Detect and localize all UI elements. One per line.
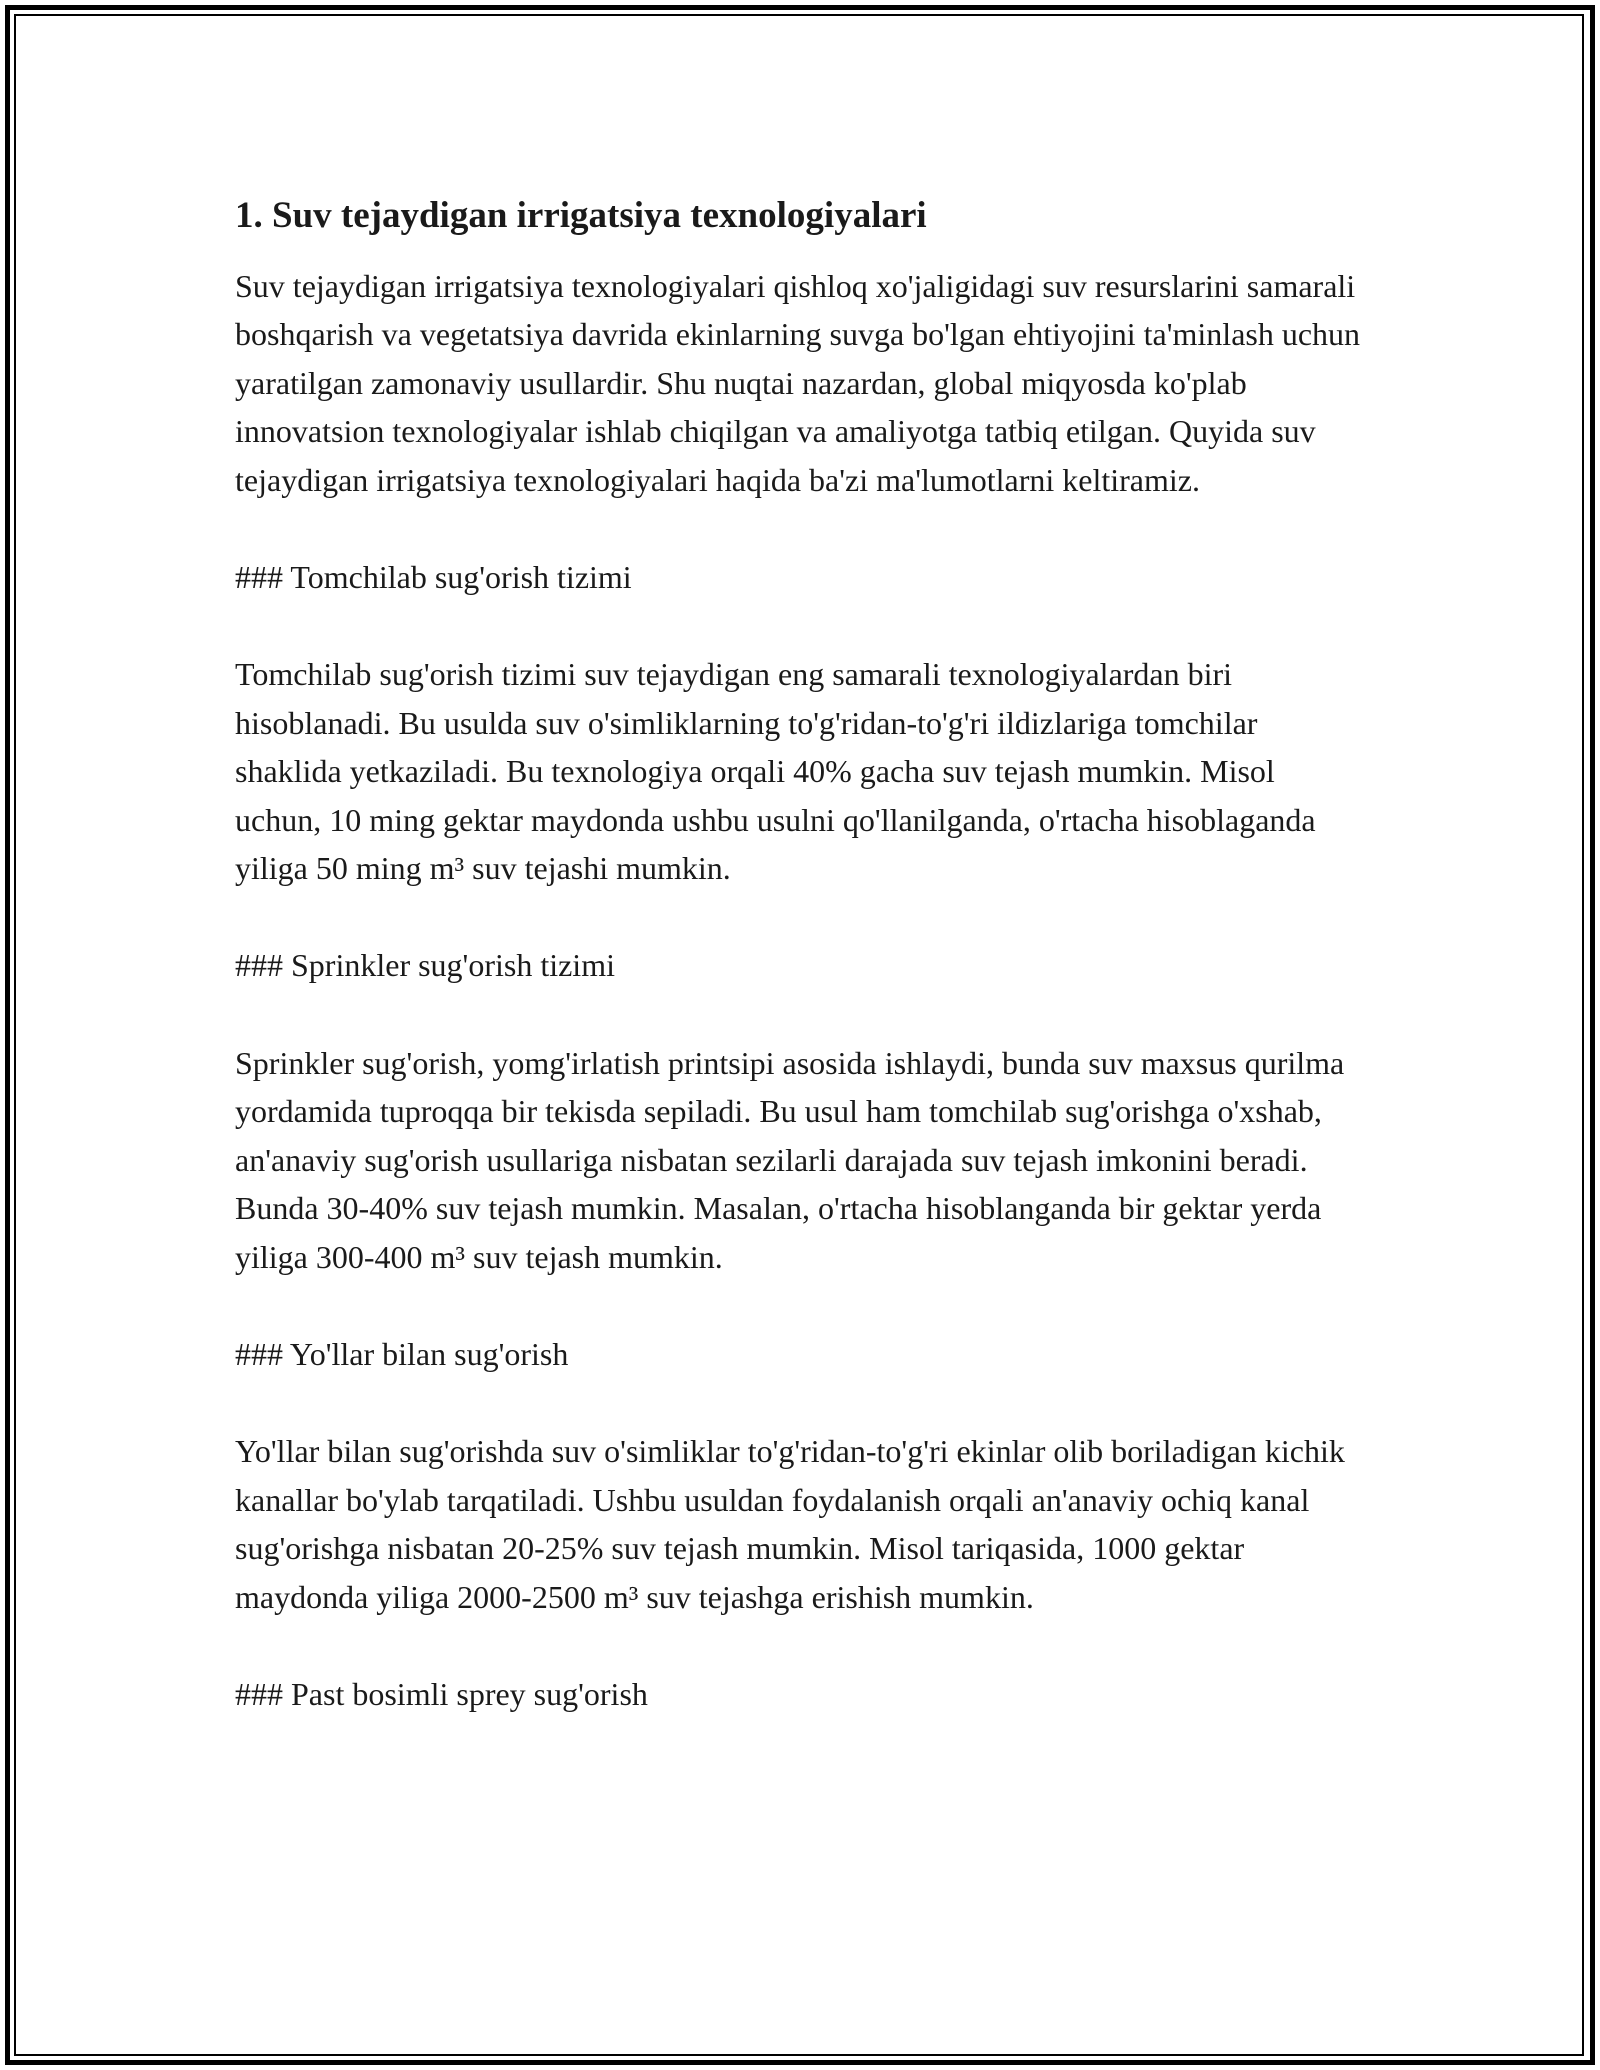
document-title: 1. Suv tejaydigan irrigatsiya texnologiyalari [235,195,927,236]
section-heading-drip: ### Tomchilab sug'orish tizimi [235,559,632,596]
section-text-sprinkler: Sprinkler sug'orish, yomg'irlatish printsipi asosida ishlaydi, bunda suv maxsus qurilma yordamida tuproqqa bir tekisda sepiladi. Bu usul ham tomchilab sug'orishga o'xshab, an'anaviy sug'orish usullariga nisbatan sezilarli darajada suv tejash imkonini beradi. Bunda 30-40% suv tejash mumkin. Masalan, o'rtacha hisoblanganda bir gektar yerda yiliga 300-400 m³ suv tejash mumkin. [235,1044,1345,1275]
section-heading-sprinkler: ### Sprinkler sug'orish tizimi [235,947,615,984]
document-body [235,180,1365,1767]
section-text-drip: Tomchilab sug'orish tizimi suv tejaydigan eng samarali texnologiyalardan biri hisoblanadi. Bu usulda suv o'simliklarning to'g'ridan-to'g'ri ildizlariga tomchilar shaklida yetkaziladi. Bu texnologiya orqali 40% gacha suv tejash mumkin. Misol uchun, 10 ming gektar maydonda ushbu usulni qo'llanilganda, o'rtacha hisoblaganda yiliga 50 ming m³ suv tejashi mumkin. [235,656,1316,887]
section-text-furrow: Yo'llar bilan sug'orishda suv o'simliklar to'g'ridan-to'g'ri ekinlar olib boriladigan kichik kanallar bo'ylab tarqatiladi. Ushbu usuldan foydalanish orqali an'anaviy ochiq kanal sug'orishga nisbatan 20-25% suv tejash mumkin. Misol tariqasida, 1000 gektar maydonda yiliga 2000-2500 m³ suv tejashga erishish mumkin. [235,1433,1345,1615]
section-heading-low-pressure-spray: ### Past bosimli sprey sug'orish [235,1675,648,1712]
section-heading-furrow: ### Yo'llar bilan sug'orish [235,1335,569,1372]
intro-paragraph: Suv tejaydigan irrigatsiya texnologiyalari qishloq xo'jaligidagi suv resurslarini samarali boshqarish va vegetatsiya davrida ekinlarning suvga bo'lgan ehtiyojini ta'minlash uchun yaratilgan zamonaviy usullardir. Shu nuqtai nazardan, global miqyosda ko'plab innovatsion texnologiyalar ishlab chiqilgan va amaliyotga tatbiq etilgan. Quyida suv tejaydigan irrigatsiya texnologiyalari haqida ba'zi ma'lumotlarni keltiramiz. [235,268,1361,498]
